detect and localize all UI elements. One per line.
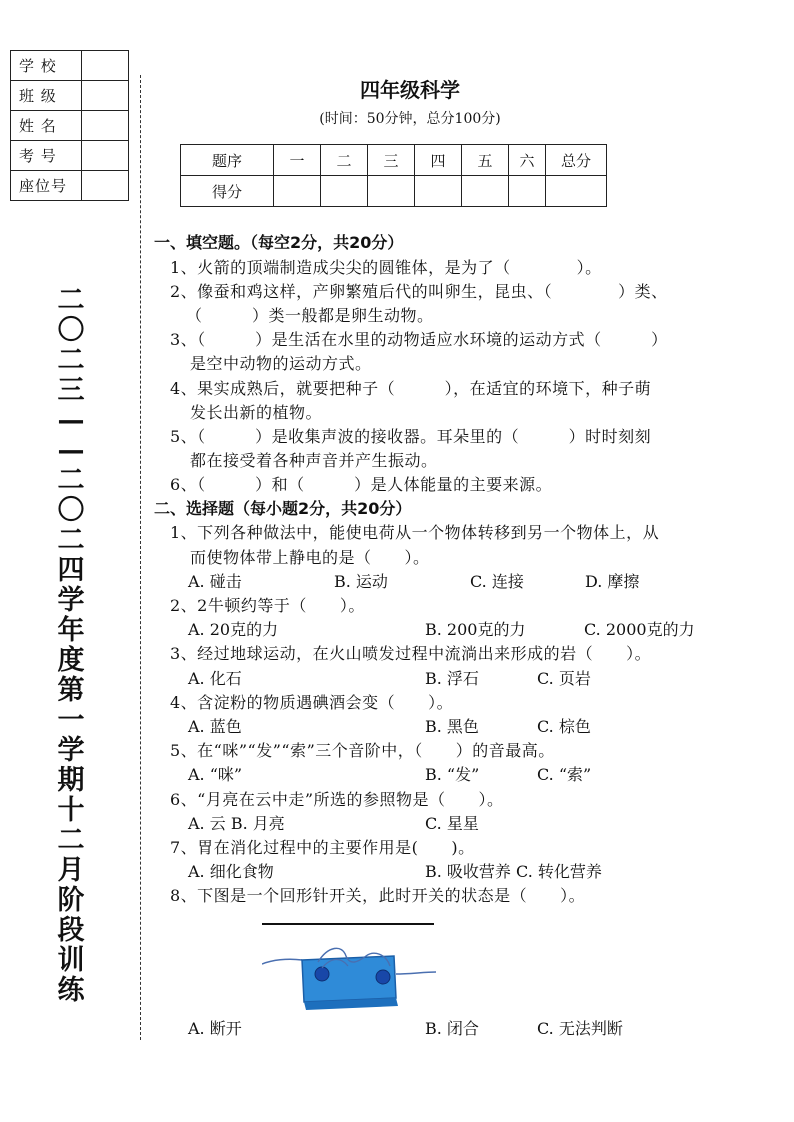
- choice-question-4: 4、含淀粉的物质遇碘酒会变（ ）。: [170, 693, 454, 712]
- choice-question-7: 7、胃在消化过程中的主要作用是( )。: [170, 838, 475, 857]
- info-field-school[interactable]: [82, 51, 129, 81]
- choice-question-2: 2、2牛顿约等于（ ）。: [170, 596, 365, 615]
- thumbtack-right: [376, 970, 390, 984]
- q1-option-b[interactable]: B. 运动: [334, 572, 388, 591]
- score-cell[interactable]: [509, 176, 546, 207]
- info-field-name[interactable]: [82, 111, 129, 141]
- choice-question-5: 5、在“咪”“发”“索”三个音阶中，（ ）的音最高。: [170, 741, 555, 760]
- vertical-title-char: 十: [57, 795, 85, 826]
- fill-question-4-cont: 发长出新的植物。: [190, 403, 323, 422]
- score-cell[interactable]: [321, 176, 368, 207]
- wire-right: [396, 972, 436, 974]
- fill-question-5-cont: 都在接受着各种声音并产生振动。: [190, 451, 438, 470]
- vertical-title-char: 月: [57, 855, 85, 886]
- q2-option-a[interactable]: A. 20克的力: [188, 620, 279, 639]
- q1-option-c[interactable]: C. 连接: [470, 572, 524, 591]
- score-header-cell: 六: [509, 145, 546, 176]
- q6-options-a-b[interactable]: A. 云 B. 月亮: [188, 814, 285, 833]
- score-table: [180, 144, 607, 207]
- q3-option-c[interactable]: C. 页岩: [537, 669, 591, 688]
- vertical-title-char: 〇: [57, 495, 85, 526]
- student-info-box: [10, 50, 129, 201]
- wire-left: [262, 959, 302, 964]
- vertical-title-char: 年: [57, 615, 85, 646]
- vertical-title-char: 度: [57, 645, 85, 676]
- fill-question-3: 3、（ ）是生活在水里的动物适应水环境的运动方式（ ）: [170, 330, 668, 349]
- q2-option-b[interactable]: B. 200克的力: [425, 620, 526, 639]
- vertical-title-char: 二: [57, 345, 85, 376]
- paper-title: 四年级科学: [360, 78, 460, 102]
- thumbtack-left: [315, 967, 329, 981]
- info-field-seat-number[interactable]: [82, 171, 129, 201]
- section-2-heading: 二、选择题（每小题2分，共20分）: [154, 499, 412, 518]
- q4-option-c[interactable]: C. 棕色: [537, 717, 591, 736]
- fill-question-2: 2、像蚕和鸡这样，产卵繁殖后代的叫卵生，昆虫、（ ）类、: [170, 282, 668, 301]
- choice-question-1: 1、下列各种做法中，能使电荷从一个物体转移到另一个物体上，从: [170, 523, 660, 542]
- vertical-title-char: 一: [57, 705, 85, 736]
- score-header-cell: 四: [415, 145, 462, 176]
- vertical-title-char: 练: [57, 975, 85, 1006]
- score-header-cell: 五: [462, 145, 509, 176]
- vertical-title-char: 学: [57, 735, 85, 766]
- vertical-title-char: 三: [57, 375, 85, 406]
- info-label-name: 姓 名: [11, 111, 82, 141]
- fill-question-6: 6、（ ）和（ ）是人体能量的主要来源。: [170, 475, 553, 494]
- info-label-class: 班 级: [11, 81, 82, 111]
- vertical-title-char: 二: [57, 465, 85, 496]
- vertical-title-char: 训: [57, 945, 85, 976]
- vertical-title-char: 〇: [57, 315, 85, 346]
- score-header-cell: 二: [321, 145, 368, 176]
- score-row-label: 得分: [181, 176, 274, 207]
- q1-option-d[interactable]: D. 摩擦: [585, 572, 640, 591]
- q4-option-a[interactable]: A. 蓝色: [188, 717, 242, 736]
- q8-option-b[interactable]: B. 闭合: [425, 1019, 479, 1038]
- vertical-title-char: 二: [57, 825, 85, 856]
- q4-option-b[interactable]: B. 黑色: [425, 717, 479, 736]
- score-total-cell[interactable]: [546, 176, 607, 207]
- vertical-title-char: 二: [57, 525, 85, 556]
- vertical-title-char: 四: [57, 555, 85, 586]
- info-label-seat-number: 座位号: [11, 171, 82, 201]
- q3-option-b[interactable]: B. 浮石: [425, 669, 479, 688]
- score-header-label: 题序: [181, 145, 274, 176]
- vertical-title-char: —: [57, 435, 85, 466]
- fill-question-1: 1、火箭的顶端制造成尖尖的圆锥体，是为了（ ）。: [170, 258, 602, 277]
- q7-option-a[interactable]: A. 细化食物: [188, 862, 274, 881]
- score-cell[interactable]: [368, 176, 415, 207]
- info-label-exam-number: 考 号: [11, 141, 82, 171]
- paperclip-switch-figure: [262, 922, 440, 1012]
- fill-question-5: 5、（ ）是收集声波的接收器。耳朵里的（ ）时时刻刻: [170, 427, 652, 446]
- score-cell[interactable]: [415, 176, 462, 207]
- choice-question-1-cont: 而使物体带上静电的是（ ）。: [190, 548, 430, 567]
- q5-option-c[interactable]: C. “索”: [537, 765, 592, 784]
- q2-option-c[interactable]: C. 2000克的力: [584, 620, 695, 639]
- vertical-title-char: 段: [57, 915, 85, 946]
- fill-question-3-cont: 是空中动物的运动方式。: [190, 354, 372, 373]
- choice-question-8: 8、下图是一个回形针开关，此时开关的状态是（ ）。: [170, 886, 586, 905]
- vertical-title-char: 学: [57, 585, 85, 616]
- info-field-exam-number[interactable]: [82, 141, 129, 171]
- vertical-title-char: 期: [57, 765, 85, 796]
- vertical-title-char: 阶: [57, 885, 85, 916]
- q8-option-c[interactable]: C. 无法判断: [537, 1019, 623, 1038]
- vertical-title-char: —: [57, 405, 85, 436]
- fill-question-4: 4、果实成熟后，就要把种子（ ），在适宜的环境下，种子萌: [170, 379, 652, 398]
- choice-question-6: 6、“月亮在云中走”所选的参照物是（ ）。: [170, 790, 504, 809]
- info-label-school: 学 校: [11, 51, 82, 81]
- q5-option-a[interactable]: A. “咪”: [188, 765, 243, 784]
- binding-divider-line: [140, 75, 141, 1040]
- score-header-cell: 一: [274, 145, 321, 176]
- vertical-term-title: [56, 286, 86, 1006]
- score-header-total: 总分: [546, 145, 607, 176]
- paper-subtitle: (时间：50分钟，总分100分): [319, 111, 501, 127]
- score-cell[interactable]: [274, 176, 321, 207]
- q6-option-c[interactable]: C. 星星: [425, 814, 479, 833]
- q1-option-a[interactable]: A. 碰击: [188, 572, 242, 591]
- section-1-heading: 一、填空题。（每空2分，共20分）: [154, 233, 404, 252]
- vertical-title-char: 二: [57, 285, 85, 316]
- info-field-class[interactable]: [82, 81, 129, 111]
- choice-question-3: 3、经过地球运动，在火山喷发过程中流淌出来形成的岩（ ）。: [170, 644, 652, 663]
- q8-option-a[interactable]: A. 断开: [188, 1019, 242, 1038]
- vertical-title-char: 第: [57, 675, 85, 706]
- fill-question-2-cont: （ ）类一般都是卵生动物。: [186, 306, 434, 325]
- q5-option-b[interactable]: B. “发”: [425, 765, 480, 784]
- score-cell[interactable]: [462, 176, 509, 207]
- q3-option-a[interactable]: A. 化石: [188, 669, 242, 688]
- score-header-cell: 三: [368, 145, 415, 176]
- q7-options-b-c[interactable]: B. 吸收营养 C. 转化营养: [425, 862, 602, 881]
